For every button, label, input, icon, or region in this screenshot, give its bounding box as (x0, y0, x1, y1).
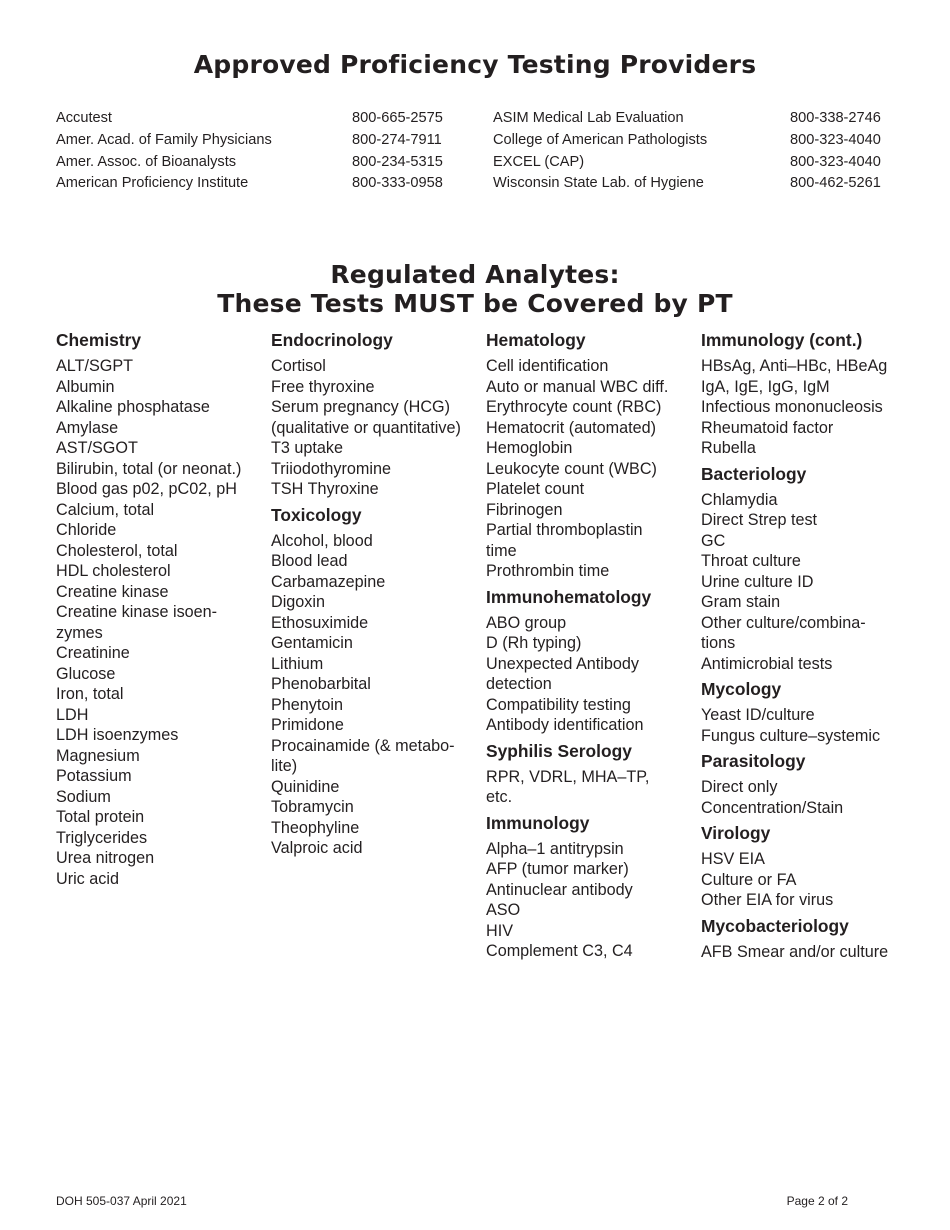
analyte-item: Fungus culture–systemic (701, 726, 881, 745)
page-title: Approved Proficiency Testing Providers (193, 50, 757, 79)
analyte-item: detection (486, 675, 552, 693)
analyte-item: Sodium (56, 787, 111, 806)
analyte-item: Bilirubin, total (or neonat.) (56, 459, 242, 478)
analyte-item: AFB Smear and/or culture (701, 942, 889, 961)
analyte-item: ABO group (486, 613, 567, 632)
analyte-item: Alpha–1 antitrypsin (486, 839, 624, 858)
analyte-item: (qualitative or quantitative) (271, 418, 461, 437)
analyte-column-1 (56, 328, 268, 889)
regulated-title-line2: These Tests MUST be Covered by PT (217, 289, 733, 318)
analyte-item: Direct only (701, 778, 778, 796)
analyte-item: Antimicrobial tests (701, 654, 833, 673)
provider-name: Accutest (56, 110, 112, 126)
form-number: DOH 505-037 April 2021 (56, 1194, 187, 1208)
analyte-item: Complement C3, C4 (486, 942, 633, 960)
analyte-item: HDL cholesterol (56, 562, 171, 580)
analyte-item: Rubella (701, 439, 756, 457)
analyte-item: Potassium (56, 767, 132, 785)
analyte-section (56, 330, 268, 889)
analyte-section (701, 751, 921, 818)
analyte-item: Albumin (56, 377, 115, 396)
analyte-item: Procainamide (& metabo- (271, 736, 455, 755)
section-heading: Immunology (cont.) (701, 330, 863, 350)
provider-phones-right (790, 108, 881, 195)
analyte-item: Urea nitrogen (56, 849, 155, 867)
analyte-item: Direct Strep test (701, 511, 818, 529)
provider-phone: 800-274-7911 (352, 131, 442, 148)
analyte-item: Tobramycin (271, 798, 354, 816)
analyte-column-4 (701, 328, 921, 962)
analyte-item: Triiodothyromine (271, 459, 391, 478)
section-heading: Virology (701, 823, 771, 843)
analyte-section (701, 823, 921, 911)
section-heading: Immunohematology (486, 586, 652, 607)
provider-phone: 800-333-0958 (352, 175, 443, 192)
analyte-item: Blood gas p02, pC02, pH (56, 480, 237, 498)
analyte-item: Leukocyte count (WBC) (486, 459, 657, 478)
analyte-item: Free thyroxine (271, 377, 375, 396)
analyte-item: Prothrombin time (486, 562, 610, 580)
analyte-item: Primidone (271, 716, 344, 734)
provider-name: Wisconsin State Lab. of Hygiene (493, 175, 704, 192)
analyte-section (271, 330, 483, 500)
analyte-item: Theophyline (271, 818, 360, 837)
analyte-item: Magnesium (56, 746, 140, 765)
section-heading: Parasitology (701, 751, 806, 771)
section-heading: Syphilis Serology (486, 740, 632, 761)
analyte-item: Calcium, total (56, 500, 155, 519)
analyte-item: Fibrinogen (486, 500, 563, 519)
provider-phone: 800-323-4040 (790, 153, 881, 170)
provider-phones-left (352, 108, 443, 195)
analyte-item: Chloride (56, 521, 117, 539)
section-heading: Hematology (486, 330, 586, 350)
analyte-item: Throat culture (701, 552, 801, 570)
analyte-item: tions (701, 634, 736, 652)
provider-phone: 800-338-2746 (790, 110, 881, 126)
provider-phone: 800-462-5261 (790, 175, 881, 192)
analyte-section (486, 587, 698, 736)
analyte-item: Carbamazepine (271, 572, 386, 591)
analyte-item: Gentamicin (271, 634, 353, 652)
analyte-item: Alkaline phosphatase (56, 398, 210, 416)
analyte-item: Amylase (56, 418, 119, 437)
analyte-item: Platelet count (486, 480, 585, 498)
analyte-item: Antinuclear antibody (486, 880, 633, 899)
section-heading: Immunology (486, 812, 590, 833)
analyte-item: Creatine kinase isoen- (56, 603, 218, 621)
analyte-item: ASO (486, 901, 521, 919)
analyte-item: ALT/SGPT (56, 357, 134, 375)
analyte-section (701, 916, 921, 963)
provider-name: Amer. Assoc. of Bioanalysts (56, 153, 237, 170)
analyte-item: Glucose (56, 664, 116, 683)
regulated-title-line1: Regulated Analytes: (330, 260, 620, 289)
analyte-item: Iron, total (56, 685, 124, 703)
analyte-item: HIV (486, 921, 513, 940)
analyte-item: Alcohol, blood (271, 531, 373, 550)
analyte-item: Serum pregnancy (HCG) (271, 398, 451, 416)
provider-name: American Proficiency Institute (56, 175, 249, 192)
provider-phone: 800-234-5315 (352, 153, 443, 170)
analyte-item: Ethosuximide (271, 613, 369, 632)
analyte-item: Other culture/combina- (701, 613, 866, 632)
analyte-item: AST/SGOT (56, 439, 138, 457)
analyte-item: Culture or FA (701, 870, 797, 889)
analyte-item: Hematocrit (automated) (486, 418, 657, 437)
analyte-item: Compatibility testing (486, 695, 631, 714)
analyte-item: Total protein (56, 808, 145, 826)
analyte-section (271, 505, 483, 859)
analyte-item: D (Rh typing) (486, 634, 582, 652)
analyte-item: Phenytoin (271, 695, 343, 714)
analyte-item: Cell identification (486, 357, 609, 375)
analyte-section (486, 330, 698, 582)
analyte-item: Gram stain (701, 593, 781, 611)
provider-names-right (493, 108, 707, 195)
analyte-column-2 (271, 328, 483, 859)
analyte-item: Urine culture ID (701, 572, 814, 591)
analyte-item: Unexpected Antibody (486, 654, 639, 673)
page-number: Page 2 of 2 (786, 1194, 848, 1208)
analyte-item: Rheumatoid factor (701, 418, 834, 437)
analyte-item: Yeast ID/culture (701, 706, 815, 724)
analyte-item: Infectious mononucleosis (701, 398, 883, 416)
provider-name: Amer. Acad. of Family Physicians (56, 131, 272, 148)
analyte-item: Auto or manual WBC diff. (486, 377, 669, 396)
section-heading: Mycobacteriology (701, 915, 849, 936)
analyte-item: LDH isoenzymes (56, 726, 179, 744)
analyte-section (486, 741, 698, 808)
analyte-item: TSH Thyroxine (271, 480, 379, 498)
analyte-item: GC (701, 531, 726, 550)
analyte-item: lite) (271, 757, 298, 775)
analyte-item: Creatinine (56, 644, 130, 662)
analyte-item: RPR, VDRL, MHA–TP, (486, 767, 650, 786)
analyte-item: Blood lead (271, 552, 348, 570)
analyte-item: Concentration/Stain (701, 798, 844, 817)
analyte-item: Hemoglobin (486, 439, 573, 457)
analyte-item: Creatine kinase (56, 582, 169, 601)
analyte-item: Erythrocyte count (RBC) (486, 398, 662, 416)
analyte-item: etc. (486, 788, 513, 806)
provider-phone: 800-665-2575 (352, 110, 443, 126)
analyte-item: T3 uptake (271, 439, 343, 457)
analyte-item: Phenobarbital (271, 675, 371, 693)
analyte-item: HSV EIA (701, 850, 765, 868)
analyte-item: Cholesterol, total (56, 541, 178, 560)
section-heading: Toxicology (271, 504, 362, 525)
analyte-item: zymes (56, 623, 103, 642)
analyte-item: Uric acid (56, 869, 119, 888)
analyte-item: Partial thromboplastin (486, 521, 643, 539)
analyte-item: Antibody identification (486, 716, 644, 734)
analyte-section (701, 330, 921, 459)
analyte-item: HBsAg, Anti–HBc, HBeAg (701, 357, 888, 375)
section-heading: Chemistry (56, 330, 142, 350)
analyte-item: Quinidine (271, 777, 340, 796)
analyte-item: Lithium (271, 654, 324, 673)
provider-name: ASIM Medical Lab Evaluation (493, 110, 684, 126)
analyte-item: Chlamydia (701, 490, 778, 509)
analyte-section (486, 813, 698, 962)
provider-name: EXCEL (CAP) (493, 153, 585, 170)
analyte-section (701, 464, 921, 675)
analyte-item: Cortisol (271, 357, 326, 375)
section-heading: Mycology (701, 679, 782, 699)
section-heading: Endocrinology (271, 330, 393, 350)
analyte-item: Other EIA for virus (701, 891, 834, 909)
analyte-item: Triglycerides (56, 828, 148, 847)
analyte-item: AFP (tumor marker) (486, 860, 629, 878)
section-heading: Bacteriology (701, 463, 807, 484)
analyte-section (701, 679, 921, 746)
analyte-item: Valproic acid (271, 839, 363, 857)
provider-names-left (56, 108, 272, 195)
analyte-item: LDH (56, 705, 89, 724)
analyte-column-3 (486, 328, 698, 962)
analyte-item: Digoxin (271, 593, 325, 611)
provider-phone: 800-323-4040 (790, 131, 881, 148)
provider-name: College of American Pathologists (493, 131, 708, 148)
analyte-item: IgA, IgE, IgG, IgM (701, 377, 830, 396)
analyte-item: time (486, 541, 517, 560)
